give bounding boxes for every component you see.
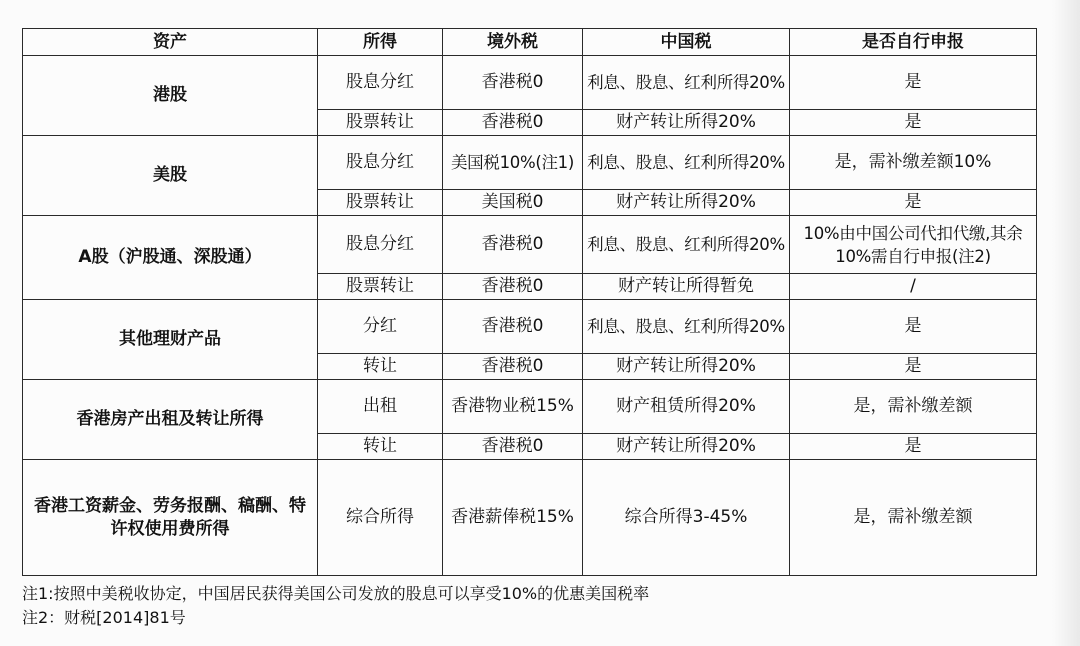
income-cell: 股息分红 xyxy=(318,216,443,274)
foreign-tax-cell: 香港税0 xyxy=(443,216,583,274)
asset-cell: 港股 xyxy=(23,56,318,136)
header-self-declare: 是否自行申报 xyxy=(790,29,1037,56)
footnotes xyxy=(22,582,649,630)
china-tax-cell: 财产转让所得20% xyxy=(583,354,790,380)
self-declare-cell: 是 xyxy=(790,190,1037,216)
income-cell: 股息分红 xyxy=(318,56,443,110)
income-cell: 综合所得 xyxy=(318,460,443,576)
self-declare-cell: 是，需补缴差额10% xyxy=(790,136,1037,190)
foreign-tax-cell: 美国税0 xyxy=(443,190,583,216)
income-cell: 分红 xyxy=(318,300,443,354)
china-tax-cell: 利息、股息、红利所得20% xyxy=(583,56,790,110)
foreign-tax-cell: 香港税0 xyxy=(443,300,583,354)
foreign-tax-cell: 香港税0 xyxy=(443,434,583,460)
income-cell: 股票转让 xyxy=(318,274,443,300)
foreign-tax-cell: 香港税0 xyxy=(443,110,583,136)
header-foreign-tax: 境外税 xyxy=(443,29,583,56)
self-declare-cell: 是，需补缴差额 xyxy=(790,460,1037,576)
table-row xyxy=(23,136,1037,190)
self-declare-cell: 是，需补缴差额 xyxy=(790,380,1037,434)
table-row xyxy=(23,216,1037,274)
table-row xyxy=(23,56,1037,110)
income-cell: 股息分红 xyxy=(318,136,443,190)
china-tax-cell: 财产转让所得20% xyxy=(583,190,790,216)
china-tax-cell: 财产转让所得暂免 xyxy=(583,274,790,300)
income-cell: 股票转让 xyxy=(318,190,443,216)
self-declare-cell: 是 xyxy=(790,354,1037,380)
foreign-tax-cell: 美国税10%(注1) xyxy=(443,136,583,190)
header-row xyxy=(23,29,1037,56)
asset-cell: 香港工资薪金、劳务报酬、稿酬、特许权使用费所得 xyxy=(23,460,318,576)
self-declare-cell: 10%由中国公司代扣代缴,其余10%需自行申报(注2) xyxy=(790,216,1037,274)
header-asset: 资产 xyxy=(23,29,318,56)
self-declare-cell: 是 xyxy=(790,56,1037,110)
foreign-tax-cell: 香港物业税15% xyxy=(443,380,583,434)
china-tax-cell: 财产转让所得20% xyxy=(583,110,790,136)
income-cell: 转让 xyxy=(318,434,443,460)
foreign-tax-cell: 香港税0 xyxy=(443,274,583,300)
tax-table xyxy=(22,28,1037,576)
foreign-tax-cell: 香港薪俸税15% xyxy=(443,460,583,576)
header-income: 所得 xyxy=(318,29,443,56)
self-declare-cell: 是 xyxy=(790,300,1037,354)
header-china-tax: 中国税 xyxy=(583,29,790,56)
asset-cell: 其他理财产品 xyxy=(23,300,318,380)
income-cell: 转让 xyxy=(318,354,443,380)
asset-cell: 美股 xyxy=(23,136,318,216)
foreign-tax-cell: 香港税0 xyxy=(443,354,583,380)
asset-cell: 香港房产出租及转让所得 xyxy=(23,380,318,460)
income-cell: 股票转让 xyxy=(318,110,443,136)
china-tax-cell: 利息、股息、红利所得20% xyxy=(583,216,790,274)
china-tax-cell: 财产转让所得20% xyxy=(583,434,790,460)
asset-cell: A股（沪股通、深股通） xyxy=(23,216,318,300)
foreign-tax-cell: 香港税0 xyxy=(443,56,583,110)
china-tax-cell: 利息、股息、红利所得20% xyxy=(583,136,790,190)
table-row xyxy=(23,460,1037,576)
table-row xyxy=(23,300,1037,354)
table-row xyxy=(23,380,1037,434)
income-cell: 出租 xyxy=(318,380,443,434)
self-declare-cell: 是 xyxy=(790,434,1037,460)
edge-shadow xyxy=(1052,0,1080,646)
self-declare-cell: 是 xyxy=(790,110,1037,136)
footnote-2: 注2：财税[2014]81号 xyxy=(22,608,186,627)
footnote-1: 注1:按照中美税收协定，中国居民获得美国公司发放的股息可以享受10%的优惠美国税率 xyxy=(22,584,650,603)
china-tax-cell: 财产租赁所得20% xyxy=(583,380,790,434)
self-declare-cell: / xyxy=(790,274,1037,300)
china-tax-cell: 利息、股息、红利所得20% xyxy=(583,300,790,354)
china-tax-cell: 综合所得3-45% xyxy=(583,460,790,576)
